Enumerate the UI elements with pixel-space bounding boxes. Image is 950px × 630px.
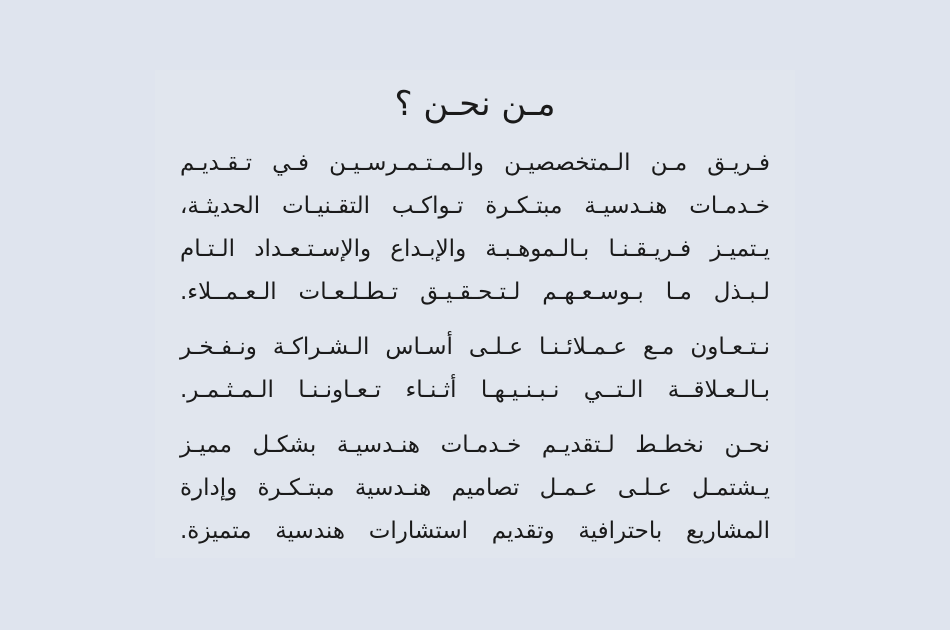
paragraph-partnership [155,326,795,412]
text-line: المشاريع باحترافية وتقديم استشارات هندسية متميزة. [180,518,770,544]
text-line: نحـن نخطـط لـتقديـم خـدمـات هنـدسيـة بشكـل مميـز [180,432,770,458]
text-line: بـالـعـلاقــة الـتــي نـبـنـيـهـا أثـنـاء تـعـاونـنـا الـمـثـمـر. [180,377,770,403]
paragraph-plans [155,424,795,553]
text-line: يـشتمـل عـلـى عـمـل تصاميم هنـدسية مبتـكـرة وإدارة [180,475,770,501]
text-line: فـريـق مـن الـمتخصصيـن والـمـتـمـرسـيـن فـي تـقـديـم [180,150,770,176]
text-line: خـدمـات هنـدسيـة مبتـكـرة تـواكـب التقـنيـات الحديثـة، [180,193,770,219]
text-line: نـتـعـاون مـع عـمـلائـنـا عـلـى أسـاس الـشـراكـة ونـفـخـر [180,334,770,360]
section-title: مـن نحـن ؟ [394,84,556,124]
paragraph-team-intro [155,142,795,314]
about-section [155,70,795,558]
text-line: يـتميـز فـريـقـنـا بـالـموهـبـة والإبـداع والإسـتـعـداد الـتـام [180,236,770,262]
text-line: لـبـذل مـا بـوسـعـهـم لـتـحـقـيـق تـطـلـعـات الـعـمــلاء. [180,279,770,305]
